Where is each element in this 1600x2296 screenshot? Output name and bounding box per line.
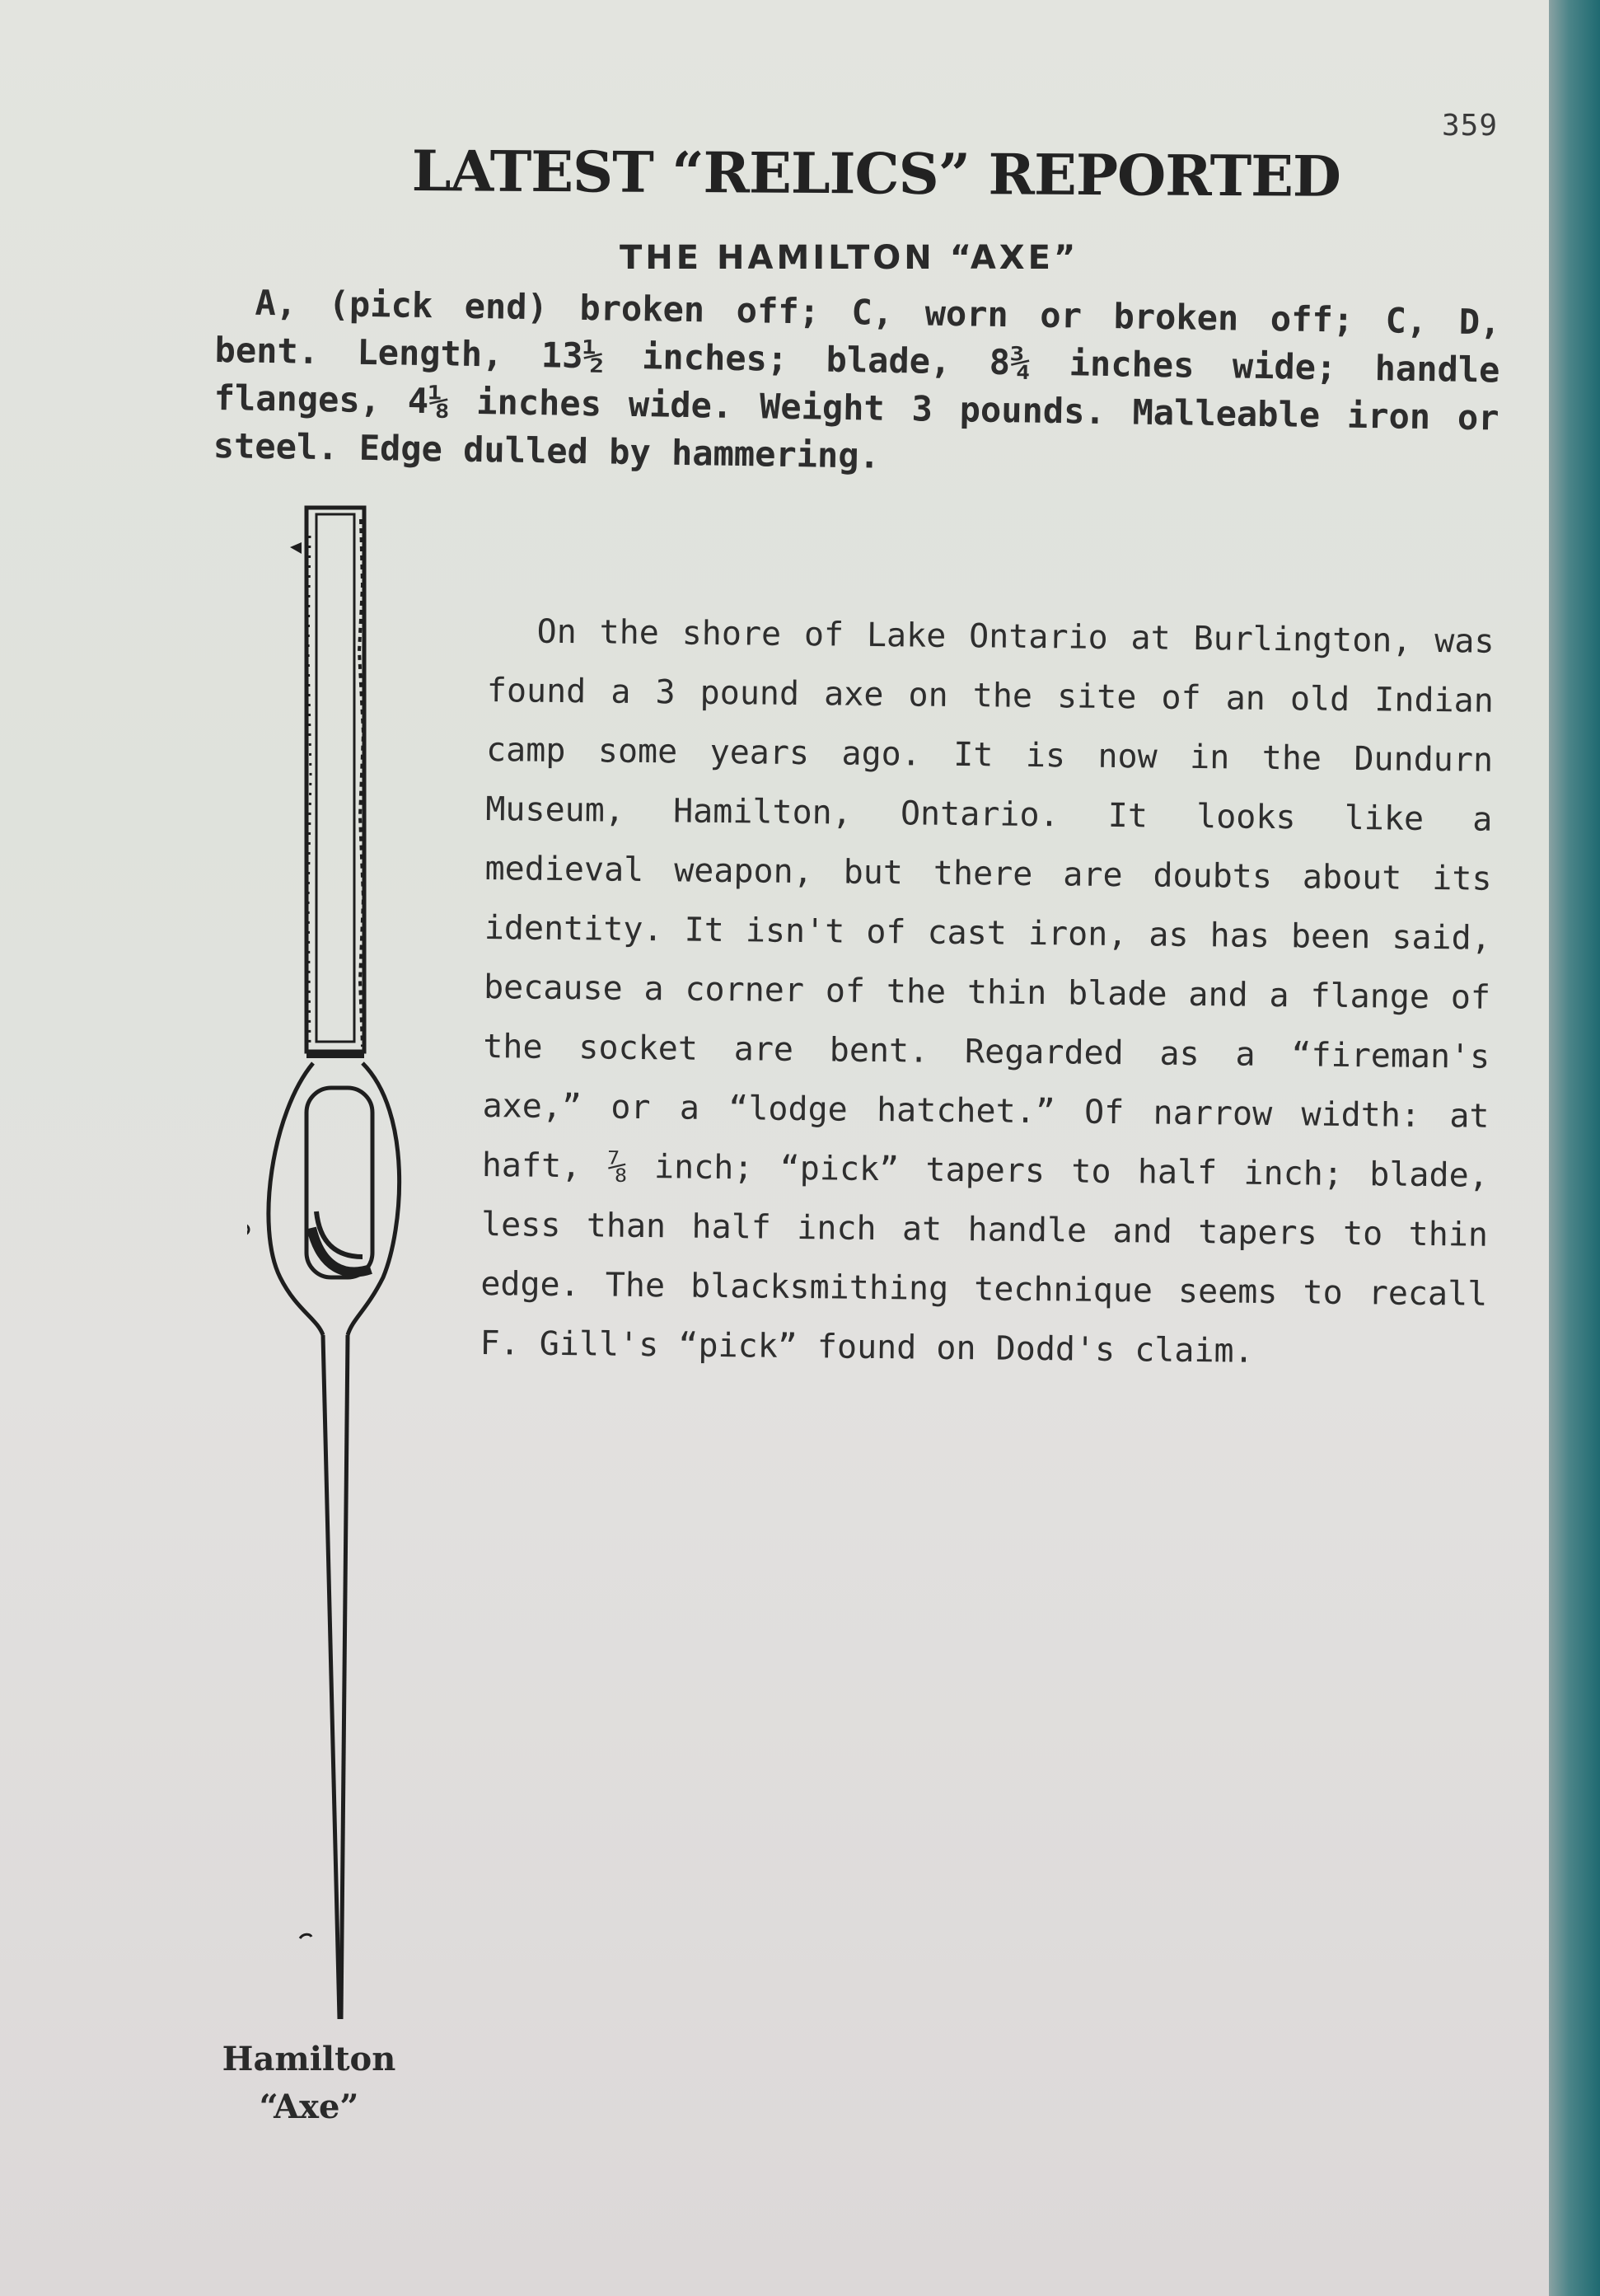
figure-caption-line-1: Hamilton	[222, 2040, 396, 2078]
specs-paragraph: A, (pick end) broken off; C, worn or broken off; C, D, bent. Length, 13½ inches; blade, 8¾ inches wide; handle flanges, 4⅛ inches wide. Weight 3 pounds. Malleable iron or steel. Edge dulled by hammering.	[213, 282, 1501, 476]
section-subtitle: THE HAMILTON “AXE”	[620, 239, 1079, 277]
figure-caption-line-2: “Axe”	[259, 2087, 359, 2126]
axe-blade-drawing	[306, 508, 364, 1055]
figure-caption	[198, 2036, 420, 2131]
body-paragraph: On the shore of Lake Ontario at Burlington, was found a 3 pound axe on the site of an old Indian camp some years ago. It is now in the Dundurn Museum, Hamilton, Ontario. It looks like a medieval weapon, but there are doubts about its identity. It isn't of cast iron, as has been said, because a corner of the thin blade and a flange of the socket are bent. Regarded as a “fireman's axe,” or a “lodge hatchet.” Of narrow width: at haft, ⅞ inch; “pick” tapers to half inch; blade, less than half inch at handle and tapers to thin edge. The blacksmithing technique seems to recall F. Gill's “pick” found on Dodd's claim.	[480, 612, 1495, 1371]
figure-markers	[247, 542, 311, 1938]
page-title: LATEST “RELICS” REPORTED	[411, 138, 1341, 210]
background-edge	[1549, 0, 1600, 2296]
axe-handle-drawing	[323, 1335, 348, 2019]
axe-illustration	[247, 486, 428, 2036]
axe-socket-drawing	[269, 1063, 400, 1335]
page-number: 359	[1442, 109, 1499, 143]
